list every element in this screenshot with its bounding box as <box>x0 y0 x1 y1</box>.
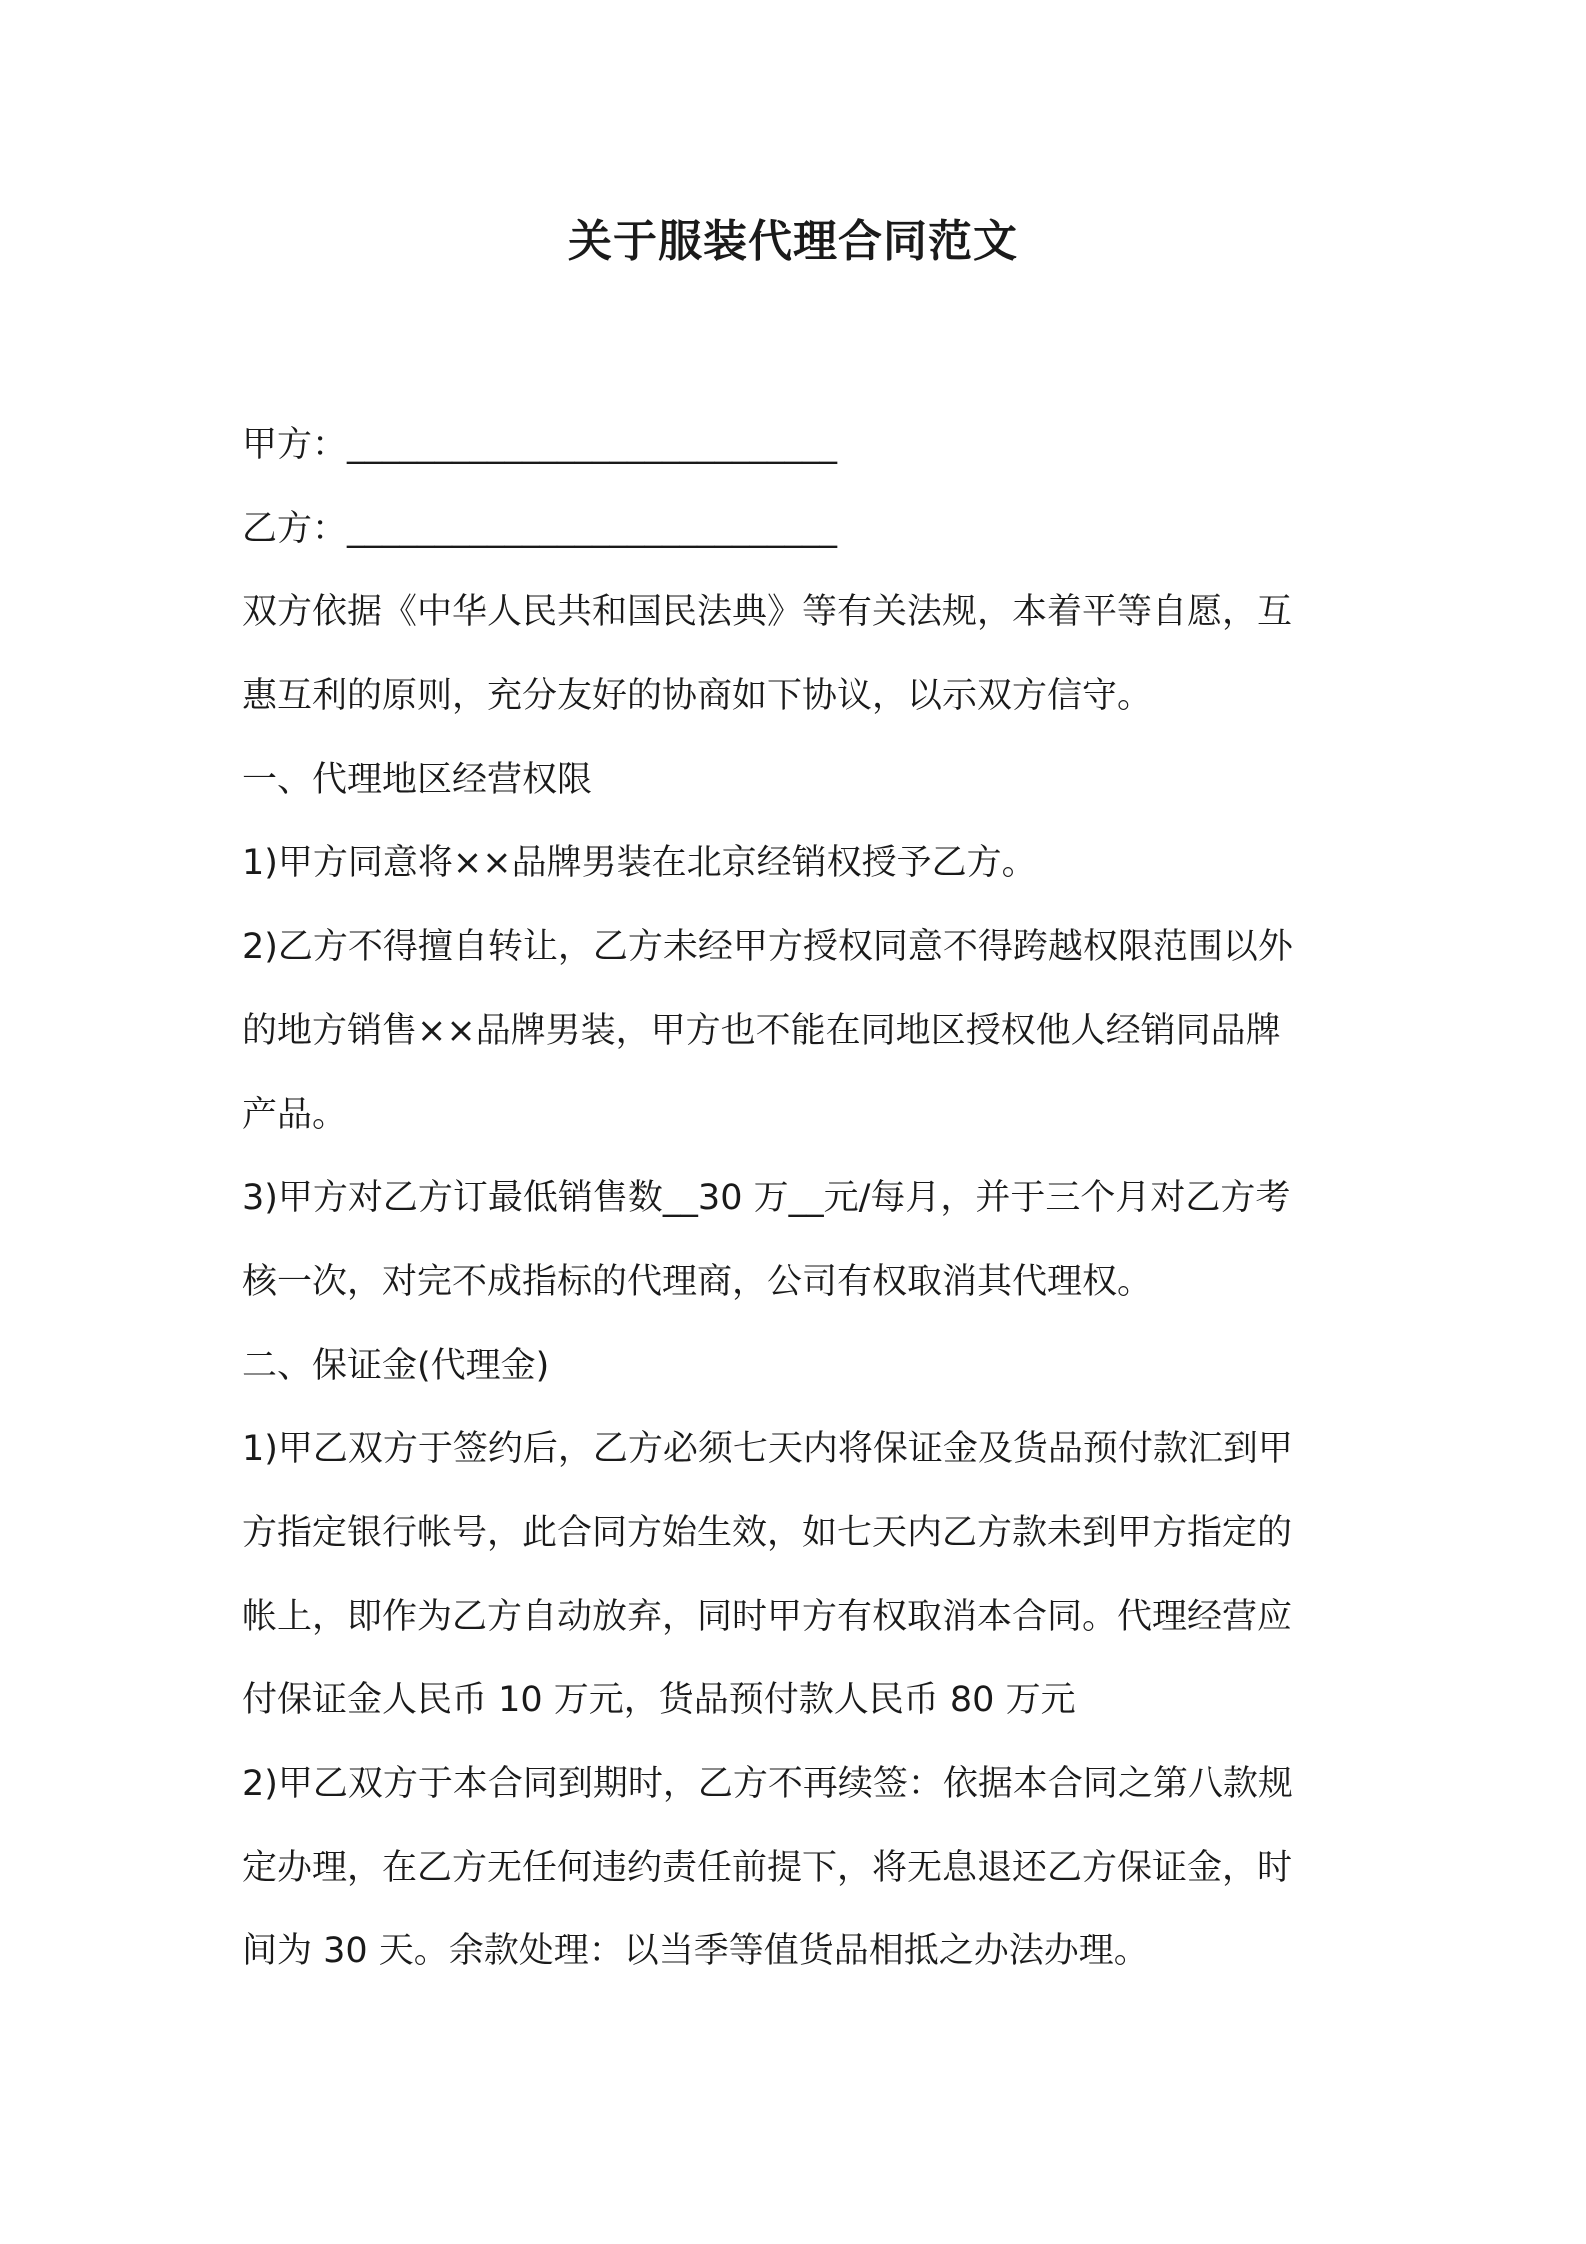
clause-2-2-line-2: 定办理，在乙方无任何违约责任前提下，将无息退还乙方保证金，时 <box>242 1847 1293 1888</box>
clause-1-3-line-2: 核一次，对完不成指标的代理商，公司有权取消其代理权。 <box>242 1261 1153 1302</box>
document-title: 关于服装代理合同范文 <box>568 216 1018 267</box>
clause-2-2-line-3: 间为 30 天。余款处理：以当季等值货品相抵之办法办理。 <box>242 1931 1149 1972</box>
clause-1-2-line-3: 产品。 <box>242 1094 348 1135</box>
clause-1-2-line-2: 的地方销售××品牌男装，甲方也不能在同地区授权他人经销同品牌 <box>242 1010 1281 1051</box>
clause-2-1-line-4: 付保证金人民币 10 万元，货品预付款人民币 80 万元 <box>242 1680 1076 1721</box>
clause-2-1-line-1: 1)甲乙双方于签约后，乙方必须七天内将保证金及货品预付款汇到甲 <box>242 1429 1293 1470</box>
party-b-line: 乙方：____________________________ <box>242 508 838 549</box>
clause-2-1-line-3: 帐上，即作为乙方自动放弃，同时甲方有权取消本合同。代理经营应 <box>242 1596 1293 1637</box>
preamble-line-1: 双方依据《中华人民共和国民法典》等有关法规，本着平等自愿，互 <box>242 592 1293 633</box>
clause-1-3-line-1: 3)甲方对乙方订最低销售数__30 万__元/每月，并于三个月对乙方考 <box>242 1178 1291 1219</box>
section-1-heading: 一、代理地区经营权限 <box>242 759 593 800</box>
document-body <box>242 404 1360 1994</box>
section-2-heading: 二、保证金(代理金) <box>242 1345 550 1386</box>
clause-2-1-line-2: 方指定银行帐号，此合同方始生效，如七天内乙方款未到甲方指定的 <box>242 1512 1293 1553</box>
party-a-line: 甲方：____________________________ <box>242 425 838 465</box>
clause-1-1: 1)甲方同意将××品牌男装在北京经销权授予乙方。 <box>242 843 1037 884</box>
clause-1-2-line-1: 2)乙方不得擅自转让，乙方未经甲方授权同意不得跨越权限范围以外 <box>242 927 1293 968</box>
preamble-line-2: 惠互利的原则，充分友好的协商如下协议，以示双方信守。 <box>242 676 1153 717</box>
clause-2-2-line-1: 2)甲乙双方于本合同到期时，乙方不再续签：依据本合同之第八款规 <box>242 1764 1293 1804</box>
